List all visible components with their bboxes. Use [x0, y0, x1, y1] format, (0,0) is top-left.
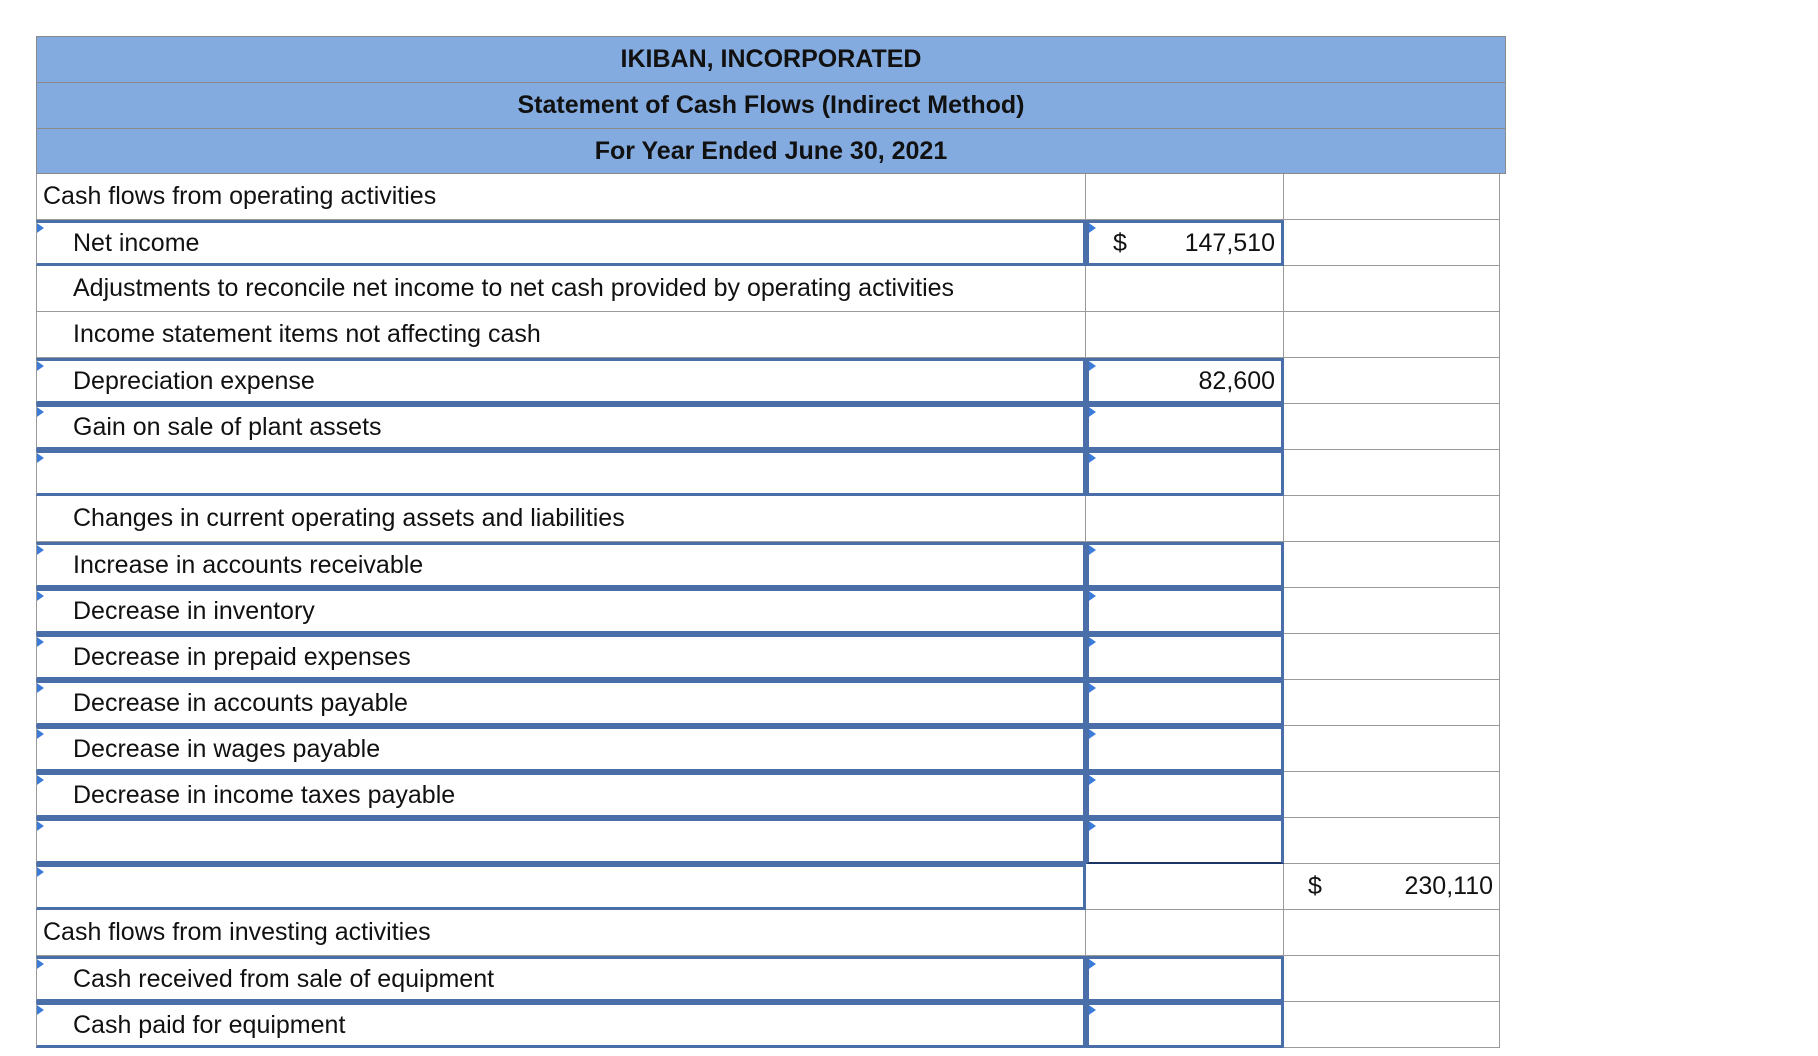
statement-period: For Year Ended June 30, 2021	[594, 136, 948, 165]
table-row	[36, 450, 1506, 496]
table-row	[36, 220, 1506, 266]
table-row	[36, 496, 1506, 542]
income-taxes-payable-label-input[interactable]	[36, 772, 1086, 818]
table-row	[36, 772, 1506, 818]
total-cell	[1284, 772, 1500, 818]
depreciation-label-input[interactable]	[36, 358, 1086, 404]
total-cell	[1284, 910, 1500, 956]
net-operating-cash-label-input[interactable]	[36, 864, 1086, 910]
table-row	[36, 266, 1506, 312]
row-label: Decrease in prepaid expenses	[73, 642, 411, 671]
gain-on-sale-amount-input[interactable]	[1086, 404, 1284, 450]
amount-cell	[1086, 266, 1284, 312]
table-row	[36, 680, 1506, 726]
company-name: IKIBAN, INCORPORATED	[620, 45, 922, 73]
wages-payable-label-input[interactable]	[36, 726, 1086, 772]
total-cell	[1284, 266, 1500, 312]
currency-symbol: $	[1113, 228, 1127, 257]
gain-on-sale-label-input[interactable]	[36, 404, 1086, 450]
statement-title-header	[36, 82, 1506, 128]
wages-payable-amount-input[interactable]	[1086, 726, 1284, 772]
row-label: Gain on sale of plant assets	[73, 412, 382, 441]
total-cell	[1284, 220, 1500, 266]
sale-of-equipment-amount-input[interactable]	[1086, 956, 1284, 1002]
total-cell	[1284, 726, 1500, 772]
total-cell	[1284, 174, 1500, 220]
total-cell	[1284, 358, 1500, 404]
total-cell	[1284, 634, 1500, 680]
total-cell	[1284, 542, 1500, 588]
table-row	[36, 818, 1506, 864]
table-row	[36, 404, 1506, 450]
table-row	[36, 726, 1506, 772]
changes-heading	[36, 496, 1086, 542]
row-label: Adjustments to reconcile net income to net cash provided by operating activities	[73, 274, 955, 302]
total-cell	[1284, 450, 1500, 496]
amount-text: 230,110	[1404, 872, 1493, 900]
row-label: Decrease in income taxes payable	[73, 780, 456, 809]
net-income-label-input[interactable]	[36, 220, 1086, 266]
statement-title: Statement of Cash Flows (Indirect Method)	[517, 91, 1025, 119]
depreciation-amount-input[interactable]	[1086, 358, 1284, 404]
prepaid-expenses-amount-input[interactable]	[1086, 634, 1284, 680]
row-label: Decrease in accounts payable	[73, 688, 408, 717]
accounts-receivable-label-input[interactable]	[36, 542, 1086, 588]
accounts-receivable-amount-input[interactable]	[1086, 542, 1284, 588]
net-operating-cash-total	[1284, 864, 1500, 910]
row-label: Depreciation expense	[73, 366, 315, 395]
row-label: Increase in accounts receivable	[73, 550, 424, 579]
amount-value	[1284, 872, 1499, 901]
row-label: Changes in current operating assets and liabilities	[73, 504, 625, 532]
amount-value	[1089, 367, 1281, 396]
amount-cell	[1086, 496, 1284, 542]
inventory-amount-input[interactable]	[1086, 588, 1284, 634]
total-cell	[1284, 1002, 1500, 1048]
total-cell	[1284, 496, 1500, 542]
blank-amount-input[interactable]	[1086, 818, 1284, 864]
table-row	[36, 864, 1506, 910]
company-name-header	[36, 36, 1506, 82]
prepaid-expenses-label-input[interactable]	[36, 634, 1086, 680]
total-cell	[1284, 404, 1500, 450]
row-label: Cash paid for equipment	[73, 1010, 346, 1039]
table-row	[36, 634, 1506, 680]
table-row	[36, 956, 1506, 1002]
table-row	[36, 174, 1506, 220]
table-row	[36, 542, 1506, 588]
amount-cell	[1086, 312, 1284, 358]
row-label: Income statement items not affecting cash	[73, 320, 541, 348]
blank-label-input[interactable]	[36, 818, 1086, 864]
table-row	[36, 588, 1506, 634]
accounts-payable-amount-input[interactable]	[1086, 680, 1284, 726]
row-label: Net income	[73, 228, 200, 257]
section-heading-investing	[36, 910, 1086, 956]
income-taxes-payable-amount-input[interactable]	[1086, 772, 1284, 818]
total-cell	[1284, 818, 1500, 864]
cash-flow-statement-table	[36, 36, 1506, 1048]
currency-symbol: $	[1308, 872, 1322, 900]
noncash-items-heading	[36, 312, 1086, 358]
table-row	[36, 358, 1506, 404]
paid-for-equipment-amount-input[interactable]	[1086, 1002, 1284, 1048]
row-label: Decrease in wages payable	[73, 734, 381, 763]
row-label: Cash flows from investing activities	[43, 918, 431, 946]
table-row	[36, 910, 1506, 956]
table-row	[36, 312, 1506, 358]
amount-cell	[1086, 910, 1284, 956]
section-heading-operating	[36, 174, 1086, 220]
total-cell	[1284, 956, 1500, 1002]
paid-for-equipment-label-input[interactable]	[36, 1002, 1086, 1048]
net-income-amount-input[interactable]	[1086, 220, 1284, 266]
amount-cell	[1086, 174, 1284, 220]
total-cell	[1284, 588, 1500, 634]
total-cell	[1284, 680, 1500, 726]
blank-amount-input[interactable]	[1086, 450, 1284, 496]
period-header	[36, 128, 1506, 174]
accounts-payable-label-input[interactable]	[36, 680, 1086, 726]
row-label: Decrease in inventory	[73, 596, 315, 625]
row-label: Cash received from sale of equipment	[73, 964, 495, 993]
blank-label-input[interactable]	[36, 450, 1086, 496]
amount-text: 82,600	[1198, 366, 1275, 395]
amount-value	[1089, 229, 1281, 258]
amount-text: 147,510	[1184, 228, 1275, 257]
amount-cell	[1086, 864, 1284, 910]
row-label: Cash flows from operating activities	[43, 182, 437, 210]
total-cell	[1284, 312, 1500, 358]
inventory-label-input[interactable]	[36, 588, 1086, 634]
sale-of-equipment-label-input[interactable]	[36, 956, 1086, 1002]
adjustments-heading	[36, 266, 1086, 312]
table-row	[36, 1002, 1506, 1048]
